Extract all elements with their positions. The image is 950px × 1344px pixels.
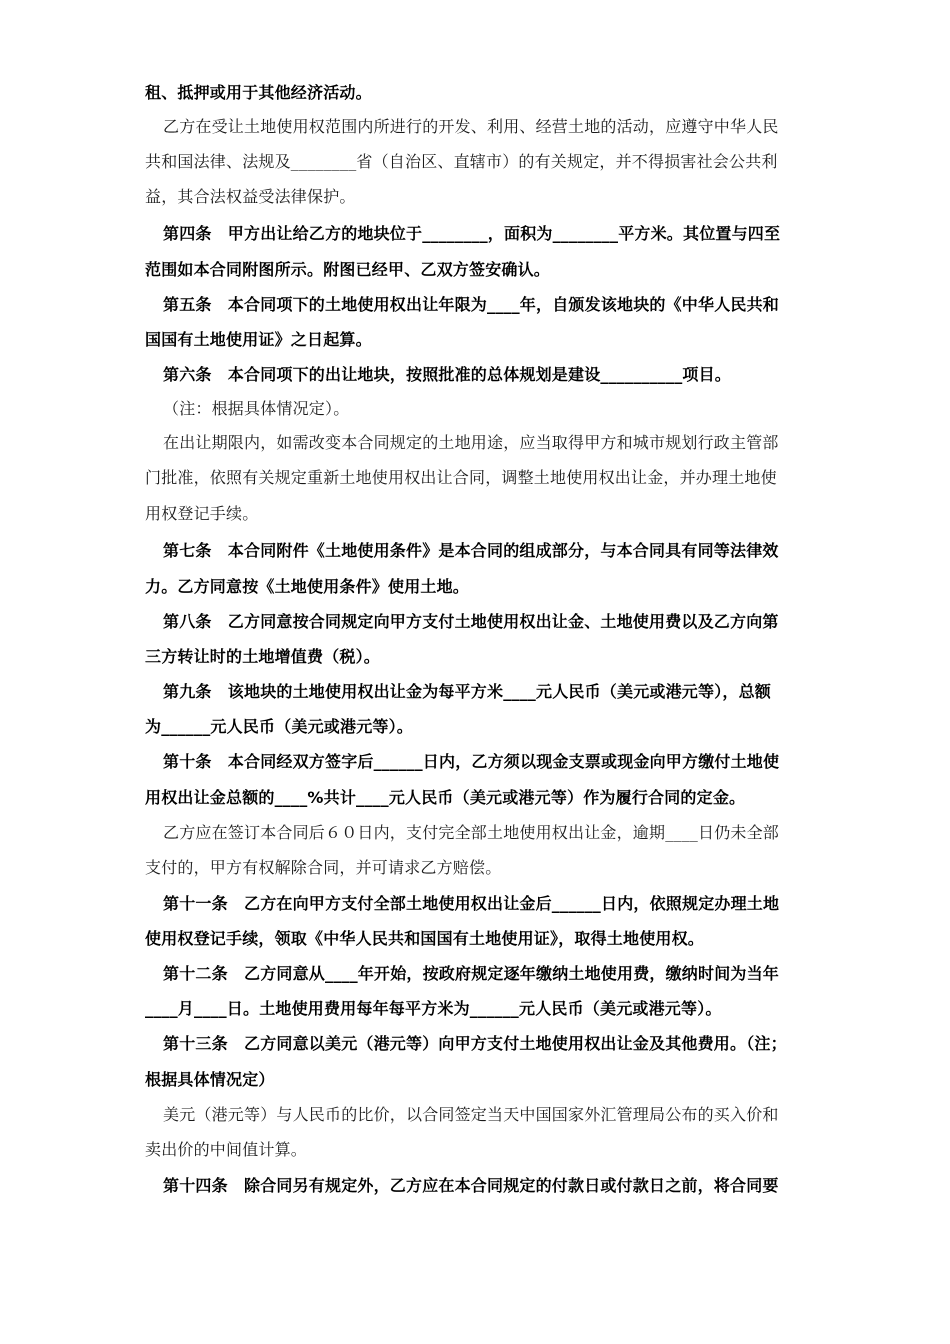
text-line: 第五条 本合同项下的土地使用权出让年限为____年，自颁发该地块的《中华人民共和 [163, 295, 780, 314]
text-line: 在出让期限内，如需改变本合同规定的土地用途，应当取得甲方和城市规划行政主管部 [163, 433, 779, 452]
text-line: 乙方应在签订本合同后６０日内，支付完全部土地使用权出让金，逾期____日仍未全部 [163, 823, 780, 842]
text-line: 乙方在受让土地使用权范围内所进行的开发、利用、经营土地的活动，应遵守中华人民 [163, 117, 779, 136]
text-line: 第七条 本合同附件《土地使用条件》是本合同的组成部分，与本合同具有同等法律效 [163, 541, 779, 560]
text-line: 第十一条 乙方在向甲方支付全部土地使用权出让金后______日内，依照规定办理土地 [163, 894, 780, 913]
text-line: 第十三条 乙方同意以美元（港元等）向甲方支付土地使用权出让金及其他费用。（注； [163, 1034, 787, 1053]
text-line: 为______元人民币（美元或港元等）。 [145, 717, 414, 736]
text-line: （注：根据具体情况定）。 [163, 399, 350, 418]
text-line: 使用权登记手续，领取《中华人民共和国国有土地使用证》，取得土地使用权。 [145, 929, 705, 948]
text-line: 第十四条 除合同另有规定外，乙方应在本合同规定的付款日或付款日之前，将合同要 [163, 1176, 779, 1195]
text-line: 三方转让时的土地增值费（税）。 [145, 647, 381, 666]
text-line: 门批准，依照有关规定重新土地使用权出让合同，调整土地使用权出让金，并办理土地使 [145, 468, 777, 487]
text-line: 第十条 本合同经双方签字后______日内，乙方须以现金支票或现金向甲方缴付土地使 [163, 752, 780, 771]
text-line: 力。乙方同意按《土地使用条件》使用土地。 [145, 577, 470, 596]
text-line: 根据具体情况定） [145, 1070, 275, 1089]
text-line: 用权出让金总额的____%共计____元人民币（美元或港元等）作为履行合同的定金。 [145, 788, 746, 807]
text-line: 支付的，甲方有权解除合同，并可请求乙方赔偿。 [145, 858, 502, 877]
text-line: 租、抵押或用于其他经济活动。 [145, 83, 372, 102]
text-line: 第九条 该地块的土地使用权出让金为每平方米____元人民币（美元或港元等），总额 [163, 682, 772, 701]
text-line: 用权登记手续。 [145, 504, 259, 523]
text-line: 第六条 本合同项下的出让地块，按照批准的总体规划是建设__________项目。 [163, 365, 732, 384]
text-line: 第八条 乙方同意按合同规定向甲方支付土地使用权出让金、土地使用费以及乙方向第 [163, 612, 779, 631]
text-line: 第十二条 乙方同意从____年开始，按政府规定逐年缴纳土地使用费，缴纳时间为当年 [163, 964, 780, 983]
text-line: ____月____日。土地使用费用每年每平方米为______元人民币（美元或港元等）。 [145, 999, 722, 1018]
text-line: 卖出价的中间值计算。 [145, 1140, 308, 1159]
text-line: 美元（港元等）与人民币的比价，以合同签定当天中国国家外汇管理局公布的买入价和 [163, 1105, 779, 1124]
text-line: 共和国法律、法规及________省（自治区、直辖市）的有关规定，并不得损害社会公共利 [145, 152, 778, 171]
text-line: 范围如本合同附图所示。附图已经甲、乙双方签安确认。 [145, 260, 551, 279]
text-line: 益，其合法权益受法律保护。 [145, 187, 356, 206]
text-line: 国国有土地使用证》之日起算。 [145, 330, 372, 349]
text-line: 第四条 甲方出让给乙方的地块位于________，面积为________平方米。其位置与四至 [163, 224, 781, 243]
